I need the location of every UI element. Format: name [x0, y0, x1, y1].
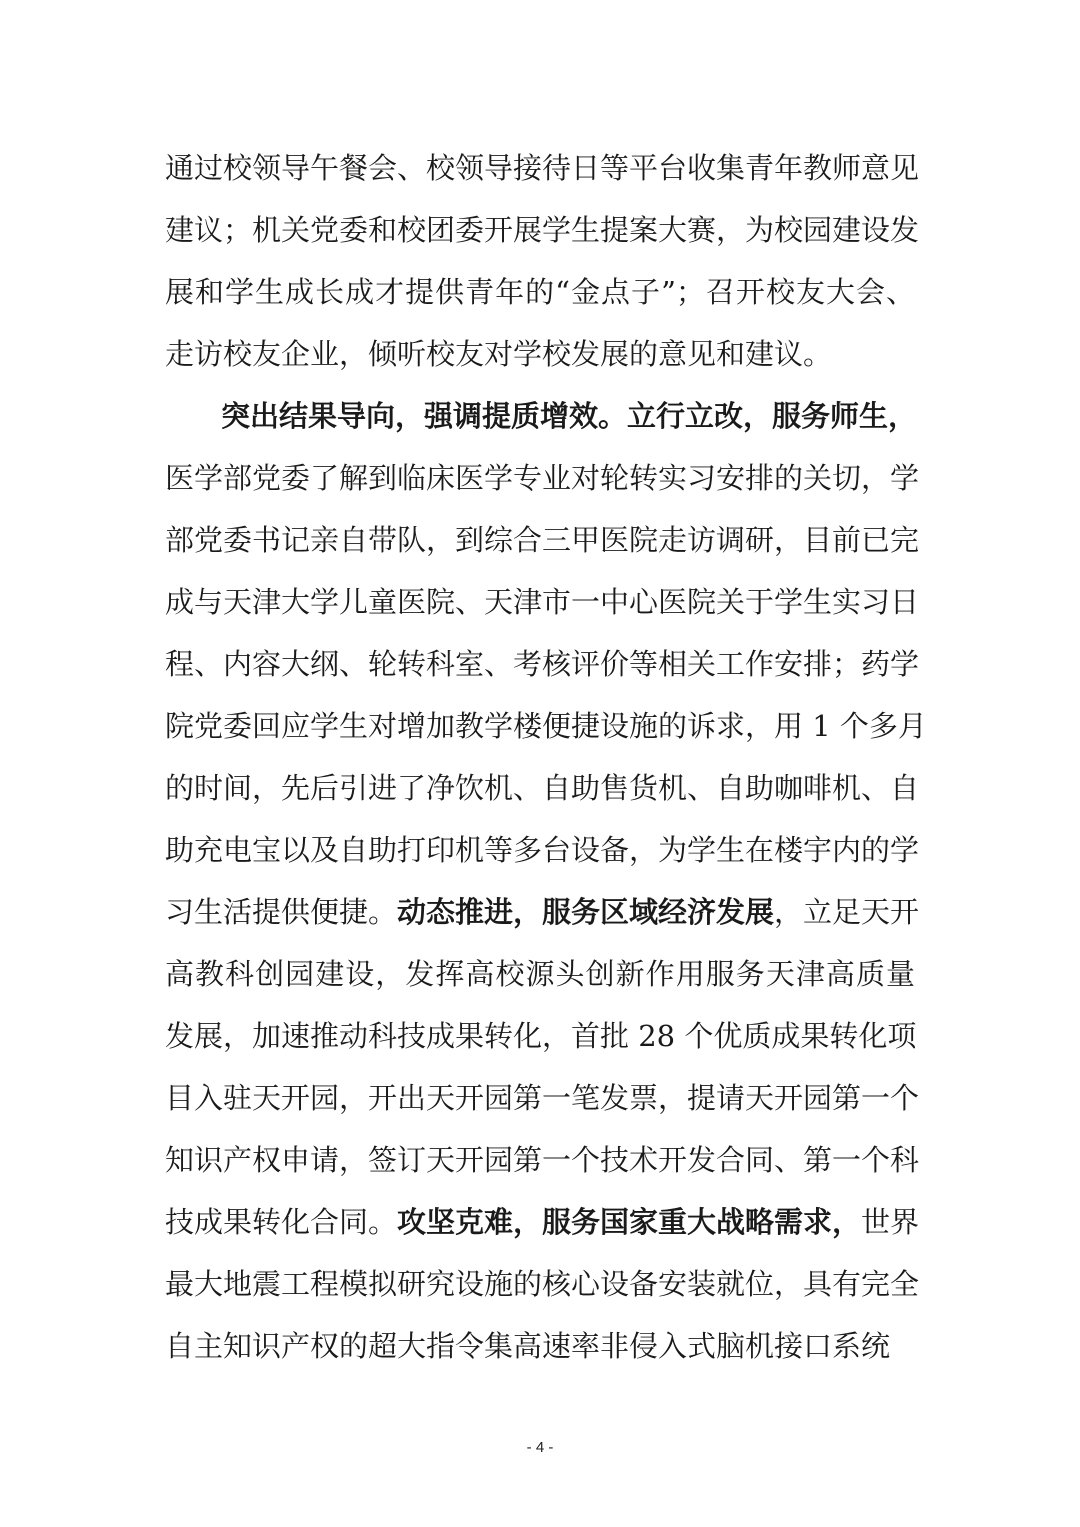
text-segment: 医学部党委了解到临床医学专业对轮转实习安排的关切，学	[165, 461, 920, 495]
text-line	[165, 509, 920, 571]
text-line	[165, 695, 927, 757]
text-line	[165, 943, 915, 1005]
text-line	[165, 199, 920, 261]
text-line	[165, 633, 920, 695]
text-segment: 技成果转化合同。	[165, 1205, 398, 1239]
bold-text-segment: 动态推进，服务区域经济发展	[397, 895, 775, 929]
text-segment: 建议；机关党委和校团委开展学生提案大赛，为校园建设发	[165, 213, 920, 247]
text-line	[165, 881, 920, 943]
text-line	[165, 1253, 920, 1315]
text-segment: 院党委回应学生对增加教学楼便捷设施的诉求，用 1 个多月	[165, 709, 927, 743]
text-line	[165, 1005, 915, 1067]
text-segment: 程、内容大纲、轮转科室、考核评价等相关工作安排；药学	[165, 647, 920, 681]
text-segment: 知识产权申请，签订天开园第一个技术开发合同、第一个科	[165, 1143, 920, 1177]
paragraph-2	[165, 385, 927, 1377]
text-segment: 助充电宝以及自助打印机等多台设备，为学生在楼宇内的学	[165, 833, 920, 867]
bold-text-segment: 突出结果导向，强调提质增效。立行立改，服务师生，	[221, 399, 918, 433]
text-segment: 最大地震工程模拟研究设施的核心设备安装就位，具有完全	[165, 1267, 920, 1301]
text-line	[165, 1129, 920, 1191]
text-line	[165, 261, 915, 323]
text-line	[165, 571, 920, 633]
text-line	[165, 1191, 920, 1253]
text-line	[165, 1067, 920, 1129]
text-segment: 的时间，先后引进了净饮机、自助售货机、自助咖啡机、自	[165, 771, 920, 805]
text-segment: 部党委书记亲自带队，到综合三甲医院走访调研，目前已完	[165, 523, 920, 557]
bold-text-segment: 攻坚克难，服务国家重大战略需求，	[397, 1205, 862, 1239]
page-number: - 4 -	[526, 1439, 554, 1456]
text-line	[165, 1315, 915, 1377]
text-segment: 世界	[861, 1205, 920, 1239]
text-segment: 成与天津大学儿童医院、天津市一中心医院关于学生实习日	[165, 585, 920, 619]
text-line	[165, 447, 920, 509]
text-segment: 习生活提供便捷。	[165, 895, 398, 929]
paragraph-1	[165, 137, 920, 385]
text-segment: 通过校领导午餐会、校领导接待日等平台收集青年教师意见	[165, 151, 920, 185]
text-segment: 自主知识产权的超大指令集高速率非侵入式脑机接口系统	[165, 1329, 891, 1363]
text-segment: 目入驻天开园，开出天开园第一笔发票，提请天开园第一个	[165, 1081, 920, 1115]
text-line	[165, 819, 920, 881]
text-segment: ，立足天开	[774, 895, 920, 929]
text-segment: 高教科创园建设，发挥高校源头创新作用服务天津高质量	[165, 957, 915, 991]
text-segment: 走访校友企业，倾听校友对学校发展的意见和建议。	[165, 337, 833, 371]
body-text	[165, 137, 927, 1377]
text-segment: 展和学生成长成才提供青年的“金点子”；召开校友大会、	[165, 275, 915, 309]
text-line	[165, 137, 920, 199]
text-line	[165, 385, 918, 447]
text-line	[165, 323, 915, 385]
text-segment: 发展，加速推动科技成果转化，首批 28 个优质成果转化项	[165, 1019, 917, 1053]
text-line	[165, 757, 920, 819]
